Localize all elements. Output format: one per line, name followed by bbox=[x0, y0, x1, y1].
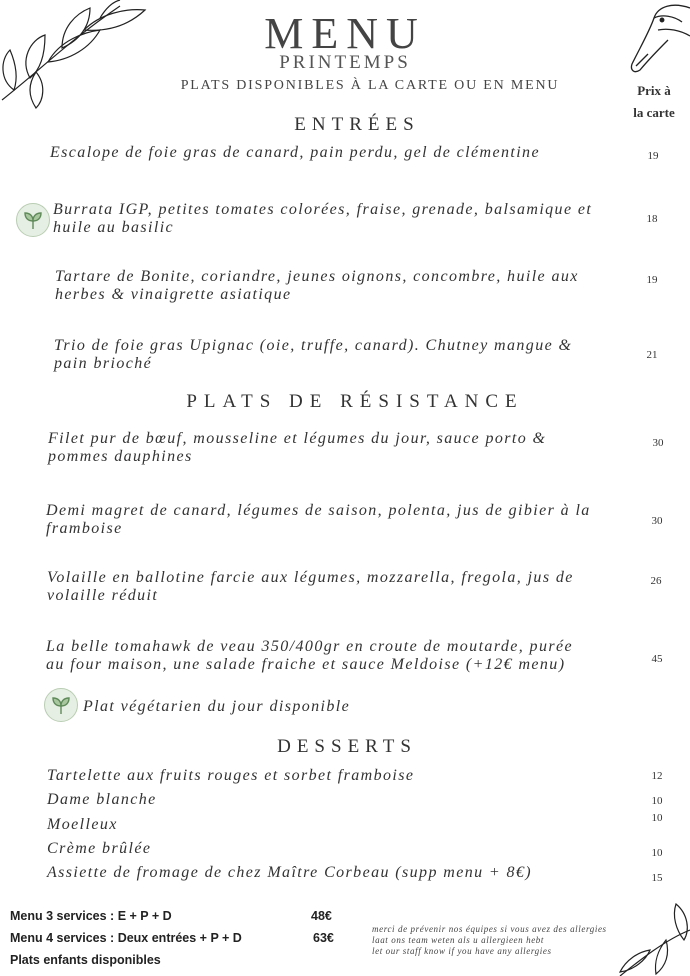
vegetarian-leaf-icon bbox=[22, 209, 44, 231]
dish-price: 45 bbox=[651, 653, 663, 665]
dish-price: 30 bbox=[651, 515, 663, 527]
dessert-item: Dame blanche bbox=[47, 791, 157, 808]
dish-price: 10 bbox=[651, 847, 663, 859]
dish-item: Trio de foie gras Upignac (oie, truffe, canard). Chutney mangue & pain brioché bbox=[54, 337, 573, 372]
dish-price: 10 bbox=[651, 795, 663, 807]
menu-title: MENU bbox=[264, 9, 426, 58]
dish-item: Tartare de Bonite, coriandre, jeunes oignons, concombre, huile aux herbes & vinaigrette asiatique bbox=[55, 268, 579, 303]
dish-price: 15 bbox=[651, 872, 663, 884]
dish-item: Escalope de foie gras de canard, pain perdu, gel de clémentine bbox=[50, 144, 540, 161]
menu-3-price: 48€ bbox=[311, 909, 332, 923]
menu-3-services: Menu 3 services : E + P + D bbox=[10, 909, 172, 923]
dish-price: 19 bbox=[646, 274, 658, 286]
dish-price: 30 bbox=[652, 437, 664, 449]
dish-item: Demi magret de canard, légumes de saison, polenta, jus de gibier à la framboise bbox=[46, 502, 591, 537]
dish-price: 21 bbox=[646, 349, 658, 361]
vegetarian-badge bbox=[44, 688, 78, 722]
vegetarian-note: Plat végétarien du jour disponible bbox=[83, 698, 351, 715]
dish-price: 19 bbox=[647, 150, 659, 162]
dessert-item: Crème brûlée bbox=[47, 840, 152, 857]
dessert-item: Assiette de fromage de chez Maître Corbeau (supp menu + 8€) bbox=[47, 864, 533, 881]
dessert-item: Moelleux bbox=[47, 816, 118, 833]
dish-item: Filet pur de bœuf, mousseline et légumes du jour, sauce porto & pommes dauphines bbox=[48, 430, 547, 465]
dessert-item: Tartelette aux fruits rouges et sorbet framboise bbox=[47, 767, 415, 784]
section-desserts: DESSERTS bbox=[277, 736, 417, 757]
menu-4-services: Menu 4 services : Deux entrées + P + D bbox=[10, 931, 242, 945]
dish-price: 12 bbox=[651, 770, 663, 782]
dish-item: La belle tomahawk de veau 350/400gr en croute de moutarde, purée au four maison, une salade fraiche et sauce Meldoise (+12€ menu) bbox=[46, 638, 573, 673]
leaf-branch-icon bbox=[610, 900, 690, 976]
allergy-notice: merci de prévenir nos équipes si vous avez des allergies laat ons team weten als u allergieen hebt let our staff know if you have any allergies bbox=[372, 924, 607, 956]
dish-item: Burrata IGP, petites tomates colorées, fraise, grenade, balsamique et huile au basilic bbox=[53, 201, 593, 236]
vegetarian-leaf-icon bbox=[50, 694, 72, 716]
section-entrees: ENTRÉES bbox=[294, 114, 420, 135]
vegetarian-badge bbox=[16, 203, 50, 237]
season-subtitle: PRINTEMPS bbox=[279, 52, 411, 73]
section-plats: PLATS DE RÉSISTANCE bbox=[186, 391, 524, 412]
dish-price: 26 bbox=[650, 575, 662, 587]
dish-price: 18 bbox=[646, 213, 658, 225]
menu-4-price: 63€ bbox=[313, 931, 334, 945]
dish-price: 10 bbox=[651, 812, 663, 824]
price-heading: Prix à la carte bbox=[633, 83, 675, 120]
dish-item: Volaille en ballotine farcie aux légumes, mozzarella, fregola, jus de volaille réduit bbox=[47, 569, 574, 604]
menu-tagline: PLATS DISPONIBLES À LA CARTE OU EN MENU bbox=[180, 78, 560, 93]
kids-menu-note: Plats enfants disponibles bbox=[10, 953, 161, 967]
